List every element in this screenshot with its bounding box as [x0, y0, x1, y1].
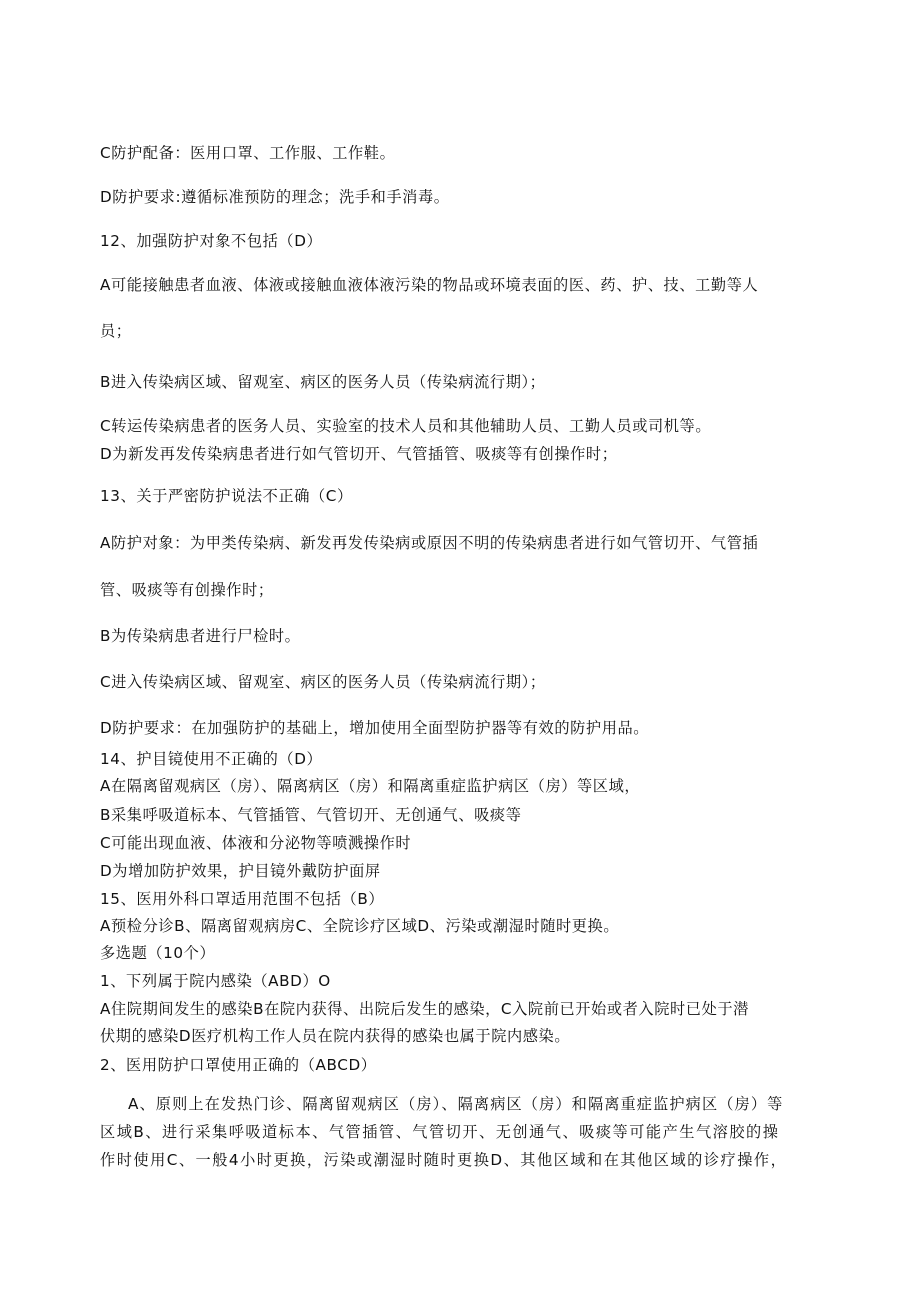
- text-line: C可能出现血液、体液和分泌物等喷溅操作时: [100, 834, 412, 852]
- text-line: A在隔离留观病区（房）、隔离病区（房）和隔离重症监护病区（房）等区域，: [100, 777, 641, 795]
- text-line: D为新发再发传染病患者进行如气管切开、气管插管、吸痰等有创操作时；: [100, 445, 618, 463]
- question-heading: 14、护目镜使用不正确的（D）: [100, 750, 323, 768]
- question-heading: 2、医用防护口罩使用正确的（ABCD）: [100, 1056, 377, 1074]
- text-line: A防护对象：为甲类传染病、新发再发传染病或原因不明的传染病患者进行如气管切开、气管插: [100, 534, 759, 552]
- text-line: A可能接触患者血液、体液或接触血液体液污染的物品或环境表面的医、药、护、技、工勤等人: [100, 276, 759, 294]
- text-line: B为传染病患者进行尸检时。: [100, 627, 301, 645]
- question-heading: 15、医用外科口罩适用范围不包括（B）: [100, 890, 385, 908]
- text-line: C防护配备：医用口罩、工作服、工作鞋。: [100, 144, 396, 162]
- section-heading: 多选题（10个）: [100, 944, 216, 962]
- text-line: D防护要求：在加强防护的基础上，增加使用全面型防护器等有效的防护用品。: [100, 719, 650, 737]
- text-line: A住院期间发生的感染B在院内获得、出院后发生的感染，C入院前已开始或者入院时已处于潜: [100, 1000, 749, 1018]
- text-line: 员；: [100, 322, 132, 340]
- text-line: B采集呼吸道标本、气管插管、气管切开、无创通气、吸痰等: [100, 806, 522, 824]
- question-heading: 1、下列属于院内感染（ABD）O: [100, 972, 331, 990]
- text-line: D防护要求:遵循标准预防的理念；洗手和手消毒。: [100, 188, 450, 206]
- text-line: A预检分诊B、隔离留观病房C、全院诊疗区域D、污染或潮湿时随时更换。: [100, 917, 620, 935]
- text-line: 管、吸痰等有创操作时；: [100, 581, 274, 599]
- text-line: B进入传染病区域、留观室、病区的医务人员（传染病流行期）；: [100, 373, 546, 391]
- text-line: D为增加防护效果，护目镜外戴防护面屏: [100, 862, 381, 880]
- text-line: 伏期的感染D医疗机构工作人员在院内获得的感染也属于院内感染。: [100, 1027, 571, 1045]
- question-heading: 13、关于严密防护说法不正确（C）: [100, 487, 353, 505]
- text-line: C进入传染病区域、留观室、病区的医务人员（传染病流行期）；: [100, 673, 546, 691]
- text-line: C转运传染病患者的医务人员、实验室的技术人员和其他辅助人员、工勤人员或司机等。: [100, 417, 712, 435]
- text-line: A、原则上在发热门诊、隔离留观病区（房）、隔离病区（房）和隔离重症监护病区（房）等: [128, 1095, 784, 1113]
- question-heading: 12、加强防护对象不包括（D）: [100, 232, 323, 250]
- text-line: 作时使用C、一般4小时更换，污染或潮湿时随时更换D、其他区域和在其他区域的诊疗操作，: [100, 1151, 788, 1169]
- text-line: 区域B、进行采集呼吸道标本、气管插管、气管切开、无创通气、吸痰等可能产生气溶胶的操: [100, 1123, 780, 1141]
